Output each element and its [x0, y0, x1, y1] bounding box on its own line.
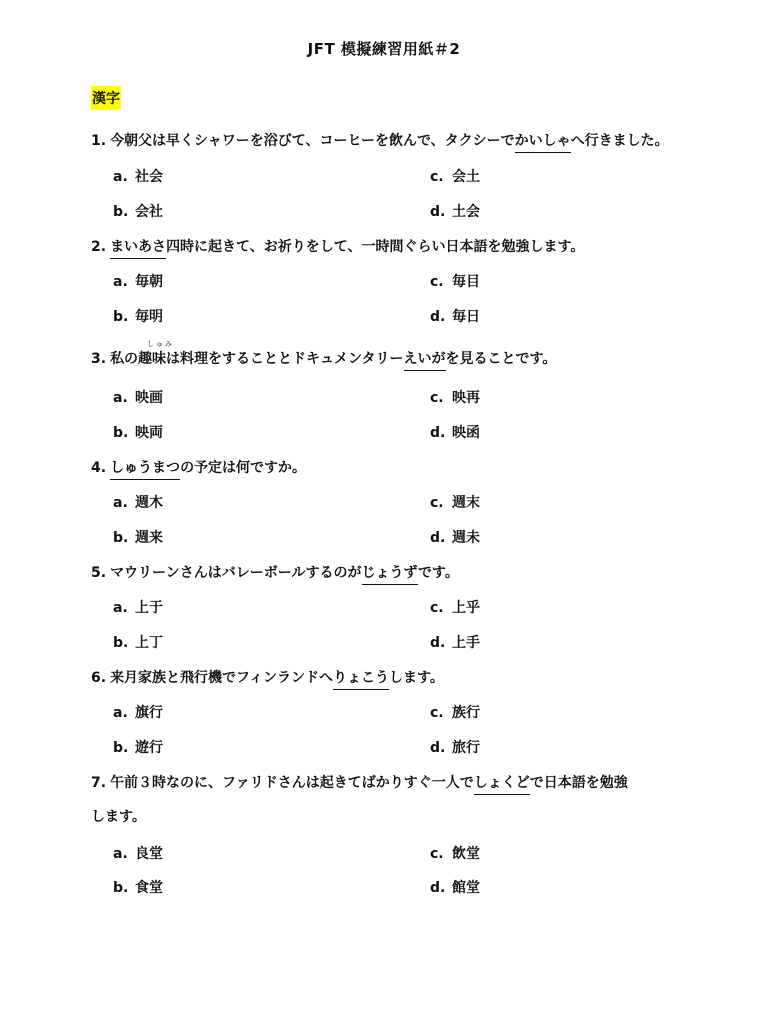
page-title: JFT 模擬練習用紙＃2: [307, 40, 461, 58]
option-a[interactable]: [113, 597, 163, 617]
question-4: [91, 457, 306, 477]
option-letter: b.: [113, 204, 129, 220]
option-a[interactable]: [113, 843, 163, 863]
option-b[interactable]: [113, 201, 163, 221]
option-text: 上于: [135, 600, 163, 616]
target-word: まいあさ: [110, 239, 166, 259]
option-text: 映函: [452, 425, 480, 441]
target-word: しょくど: [474, 775, 530, 795]
question-5: [91, 562, 459, 582]
option-letter: d.: [430, 425, 446, 441]
option-letter: d.: [430, 204, 446, 220]
option-text: 会社: [135, 204, 163, 220]
option-letter: d.: [430, 530, 446, 546]
option-a[interactable]: [113, 492, 163, 512]
option-letter: d.: [430, 880, 446, 896]
option-letter: a.: [113, 705, 128, 721]
option-letter: c.: [430, 274, 444, 290]
option-text: 週未: [452, 530, 480, 546]
option-a[interactable]: [113, 271, 163, 291]
target-word: しゅうまつ: [110, 460, 180, 480]
option-letter: d.: [430, 740, 446, 756]
option-c[interactable]: [430, 702, 480, 722]
option-a[interactable]: [113, 702, 163, 722]
option-text: 食堂: [135, 880, 163, 896]
option-d[interactable]: [430, 201, 480, 221]
question-text-before: 今朝父は早くシャワーを浴びて、コーヒーを飲んで、タクシーで: [110, 133, 515, 149]
question-text-after: します。: [388, 670, 444, 686]
option-text: 旗行: [135, 705, 163, 721]
option-text: 族行: [452, 705, 480, 721]
option-b[interactable]: [113, 306, 163, 326]
option-letter: a.: [113, 274, 128, 290]
question-continuation: します。: [91, 809, 146, 825]
question-3: [91, 348, 556, 368]
option-letter: a.: [113, 846, 128, 862]
question-number: 2.: [91, 239, 107, 255]
option-letter: b.: [113, 635, 129, 651]
target-word: かいしゃ: [515, 133, 571, 153]
option-b[interactable]: [113, 422, 163, 442]
option-letter: b.: [113, 530, 129, 546]
option-text: 映画: [135, 390, 163, 406]
option-letter: b.: [113, 309, 129, 325]
option-d[interactable]: [430, 737, 480, 757]
option-text: 映両: [135, 425, 163, 441]
option-text: 上丁: [135, 635, 163, 651]
option-letter: b.: [113, 880, 129, 896]
question-number: 1.: [91, 133, 107, 149]
option-text: 良堂: [135, 846, 163, 862]
option-text: 週末: [452, 495, 480, 511]
option-c[interactable]: [430, 597, 480, 617]
target-word: じょうず: [362, 565, 418, 585]
question-1: [91, 130, 669, 150]
option-text: 上乎: [452, 600, 480, 616]
option-c[interactable]: [430, 271, 480, 291]
question-number: 3.: [91, 351, 107, 367]
option-d[interactable]: [430, 306, 480, 326]
option-letter: b.: [113, 740, 129, 756]
question-text-after: 四時に起きて、お祈りをして、一時間ぐらい日本語を勉強します。: [166, 239, 585, 255]
option-letter: c.: [430, 169, 444, 185]
option-b[interactable]: [113, 877, 163, 897]
option-text: 飲堂: [452, 846, 480, 862]
option-letter: c.: [430, 846, 444, 862]
option-letter: a.: [113, 495, 128, 511]
option-text: 館堂: [452, 880, 480, 896]
option-letter: c.: [430, 390, 444, 406]
option-letter: d.: [430, 635, 446, 651]
question-text-before: 午前３時なのに、ファリドさんは起きてばかりすぐ一人で: [110, 775, 474, 791]
option-text: 毎日: [452, 309, 480, 325]
question-text-before: マウリーンさんはバレーボールするのが: [110, 565, 362, 581]
option-letter: a.: [113, 169, 128, 185]
option-b[interactable]: [113, 737, 163, 757]
target-word: えいが: [404, 351, 446, 371]
question-6: [91, 667, 444, 687]
option-text: 上手: [452, 635, 480, 651]
question-text-after: の予定は何ですか。: [180, 460, 307, 476]
question-text-before: 来月家族と飛行機でフィンランドへ: [110, 670, 333, 686]
target-word: りょこう: [333, 670, 389, 690]
option-letter: c.: [430, 600, 444, 616]
option-text: 週来: [135, 530, 163, 546]
option-a[interactable]: [113, 387, 163, 407]
option-text: 遊行: [135, 740, 163, 756]
question-text-after: へ行きました。: [570, 133, 669, 149]
option-text: 週木: [135, 495, 163, 511]
option-d[interactable]: [430, 877, 480, 897]
option-text: 会土: [452, 169, 480, 185]
option-letter: d.: [430, 309, 446, 325]
option-d[interactable]: [430, 527, 480, 547]
option-letter: c.: [430, 705, 444, 721]
option-letter: a.: [113, 390, 128, 406]
option-b[interactable]: [113, 632, 163, 652]
option-d[interactable]: [430, 422, 480, 442]
question-7: [91, 772, 628, 792]
furigana: しゅみ: [147, 340, 174, 348]
question-text-before: 私の趣味は料理をすることとドキュメンタリー: [110, 351, 404, 367]
option-letter: b.: [113, 425, 129, 441]
option-text: 映再: [452, 390, 480, 406]
question-text-after: です。: [417, 565, 459, 581]
question-number: 6.: [91, 670, 107, 686]
option-text: 土会: [452, 204, 480, 220]
option-c[interactable]: [430, 492, 480, 512]
question-number: 7.: [91, 775, 107, 791]
option-d[interactable]: [430, 632, 480, 652]
section-label: 漢字: [91, 86, 121, 110]
question-2: [91, 236, 584, 256]
option-text: 毎目: [452, 274, 480, 290]
question-number: 5.: [91, 565, 107, 581]
question-number: 4.: [91, 460, 107, 476]
option-text: 社会: [135, 169, 163, 185]
question-text-after: を見ることです。: [445, 351, 557, 367]
option-text: 旅行: [452, 740, 480, 756]
option-c[interactable]: [430, 166, 480, 186]
option-c[interactable]: [430, 387, 480, 407]
option-letter: c.: [430, 495, 444, 511]
option-text: 毎朝: [135, 274, 163, 290]
question-text-after: で日本語を勉強: [529, 775, 628, 791]
option-b[interactable]: [113, 527, 163, 547]
option-a[interactable]: [113, 166, 163, 186]
option-text: 毎明: [135, 309, 163, 325]
option-letter: a.: [113, 600, 128, 616]
option-c[interactable]: [430, 843, 480, 863]
